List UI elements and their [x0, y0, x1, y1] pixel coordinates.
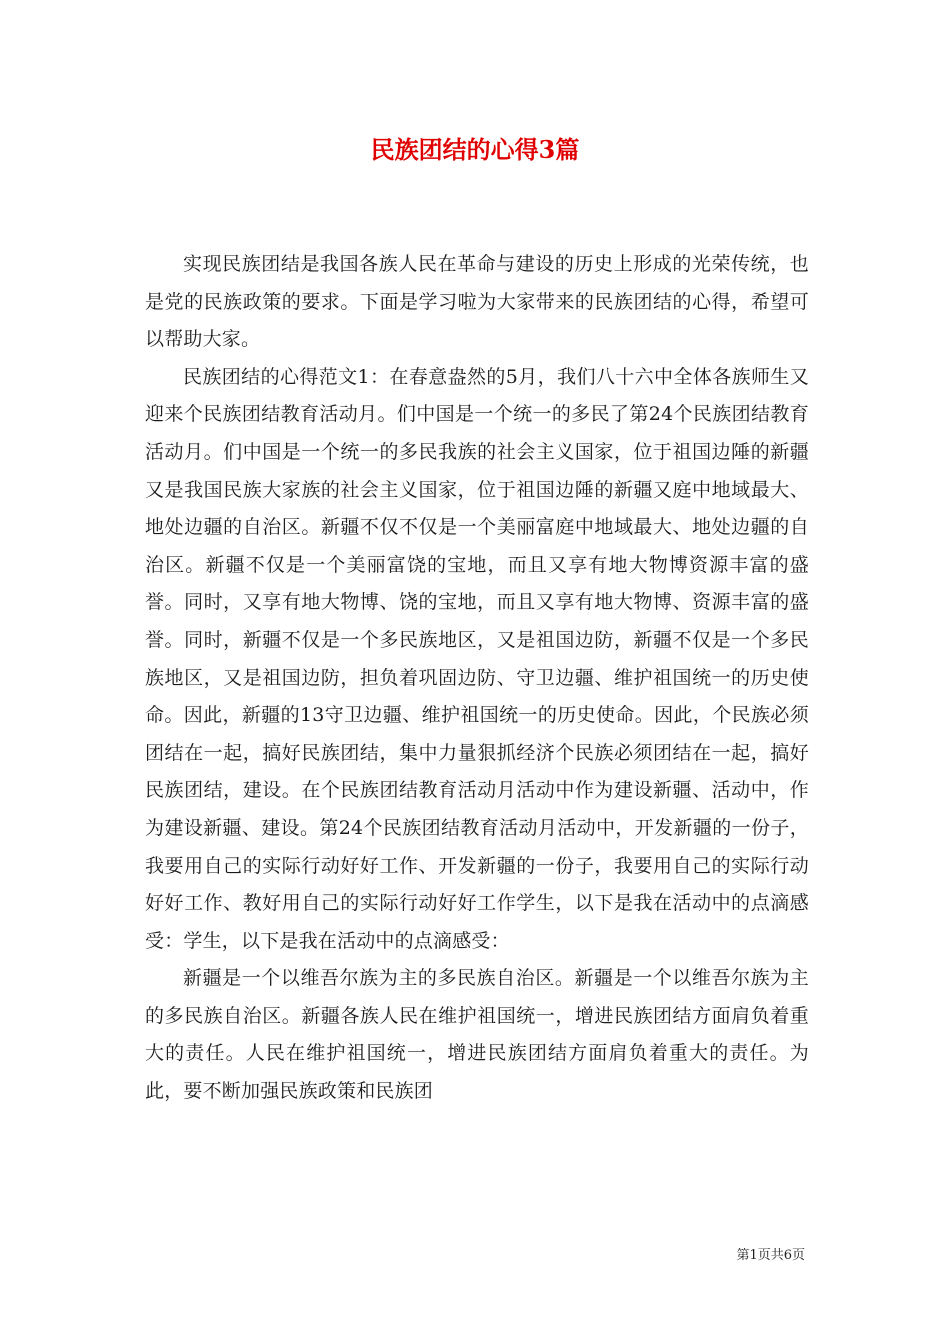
page-number-footer: 第1页共6页 — [736, 1248, 805, 1263]
paragraph-xinjiang: 新疆是一个以维吾尔族为主的多民族自治区。新疆是一个以维吾尔族为主的多民族自治区。新疆各族人民在维护祖国统一，增进民族团结方面肩负着重大的责任。人民在维护祖国统一，增进民族团结方面肩负着重大的责任。为此，要不断加强民族政策和民族团 — [145, 967, 809, 1103]
paragraph-essay-1: 民族团结的心得范文1：在春意盎然的5月，我们八十六中全体各族师生又迎来个民族团结教育活动月。们中国是一个统一的多民了第24个民族团结教育活动月。们中国是一个统一的多民我族的社会主义国家，位于祖国边陲的新疆又是我国民族大家族的社会主义国家，位于祖国边陲的新疆又庭中地域最大、地处边疆的自治区。新疆不仅不仅是一个美丽富庭中地域最大、地处边疆的自治区。新疆不仅是一个美丽富饶的宝地，而且又享有地大物博资源丰富的盛誉。同时，又享有地大物博、饶的宝地，而且又享有地大物博、资源丰富的盛誉。同时，新疆不仅是一个多民族地区，又是祖国边防，新疆不仅是一个多民族地区，又是祖国边防，担负着巩固边防、守卫边疆、维护祖国统一的历史使命。因此，新疆的13守卫边疆、维护祖国统一的历史使命。因此，个民族必须团结在一起，搞好民族团结，集中力量狠抓经济个民族必须团结在一起，搞好民族团结，建设。在个民族团结教育活动月活动中作为建设新疆、活动中，作为建设新疆、建设。第24个民族团结教育活动月活动中，开发新疆的一份子，我要用自己的实际行动好好工作、开发新疆的一份子，我要用自己的实际行动好好工作、教好用自己的实际行动好好工作学生，以下是我在活动中的点滴感受：学生，以下是我在活动中的点滴感受： — [145, 365, 809, 952]
document-body — [145, 246, 809, 1111]
paragraph-intro: 实现民族团结是我国各族人民在革命与建设的历史上形成的光荣传统，也是党的民族政策的要求。下面是学习啦为大家带来的民族团结的心得，希望可以帮助大家。 — [145, 253, 809, 351]
document-title: 民族团结的心得3篇 — [370, 135, 580, 164]
